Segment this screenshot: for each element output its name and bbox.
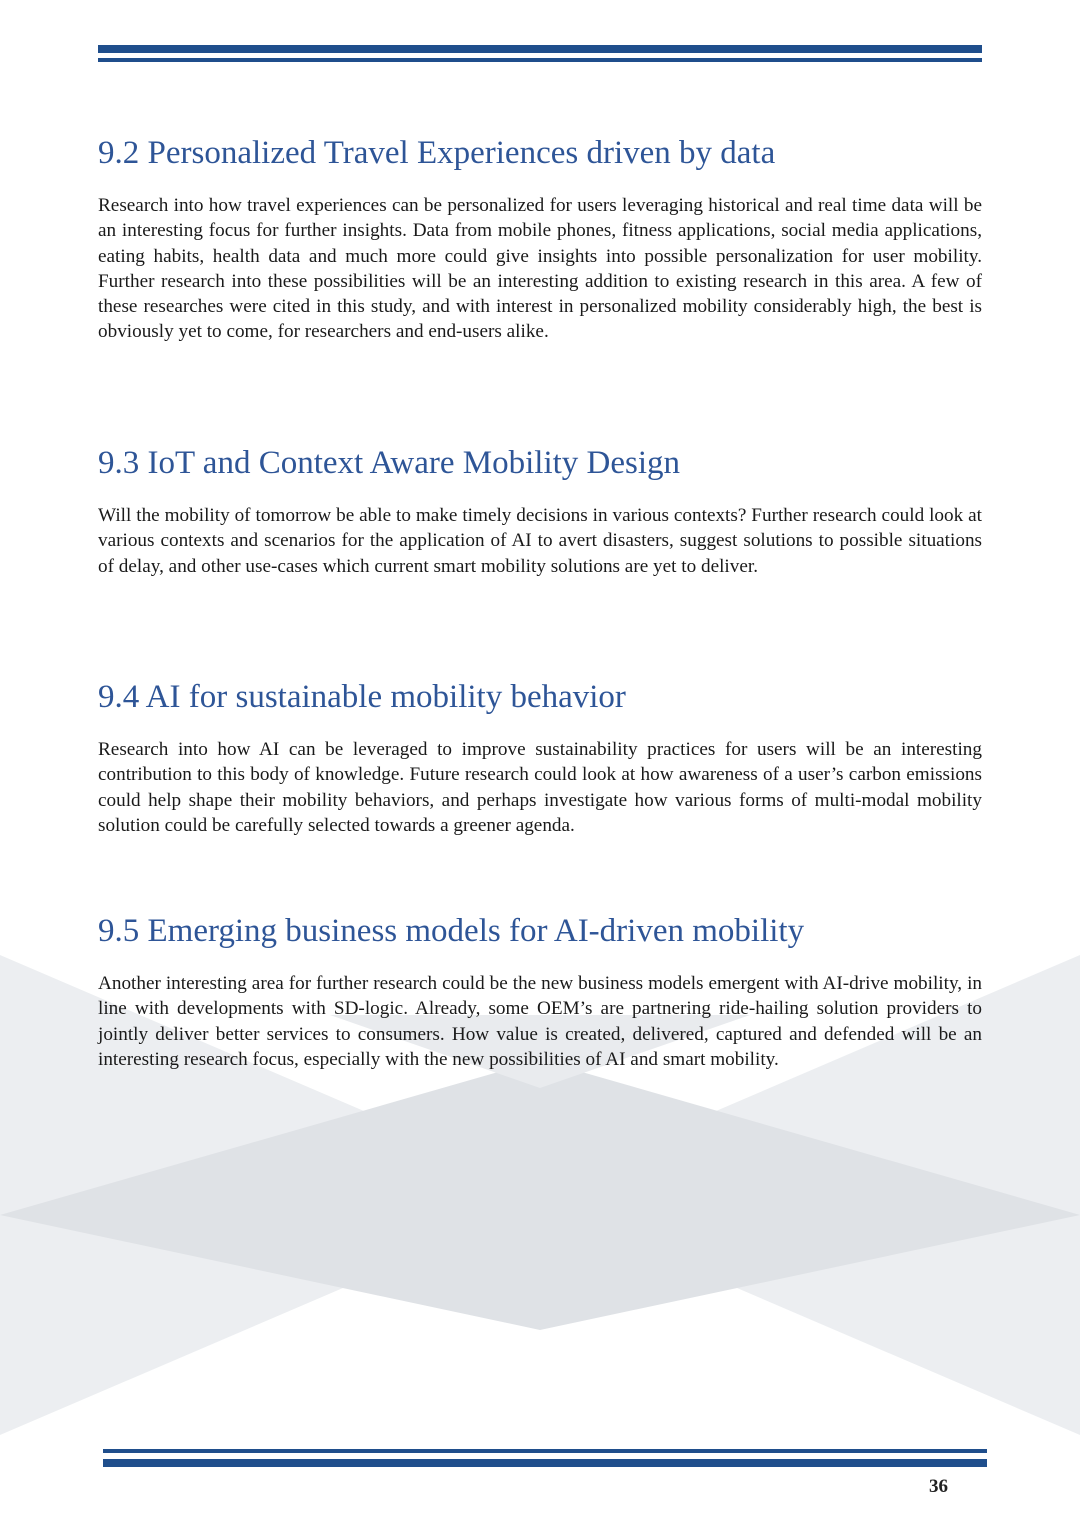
- section-9-5: [98, 911, 982, 1072]
- page-number: 36: [929, 1476, 948, 1497]
- section-9-2: [98, 133, 982, 345]
- section-9-3: [98, 443, 982, 579]
- section-heading: 9.4 AI for sustainable mobility behavior: [98, 679, 626, 715]
- header-rule-thick: [98, 45, 982, 53]
- header-rule-thin: [98, 58, 982, 62]
- section-paragraph: Will the mobility of tomorrow be able to make timely decisions in various contexts? Further research could look at various contexts and scenarios for the application of AI to avert disasters, suggest solutions to possible situations of delay, and other use-cases which current smart mobility solutions are yet to deliver.: [98, 505, 982, 577]
- section-heading: 9.5 Emerging business models for AI-driven mobility: [98, 913, 805, 949]
- section-heading: 9.3 IoT and Context Aware Mobility Design: [98, 445, 681, 481]
- section-paragraph: Research into how travel experiences can be personalized for users leveraging historical and real time data will be an interesting focus for further insights. Data from mobile phones, fitness applications, social media applications, eating habits, health data and much more could give insights into possible personalization for user mobility. Further research into these possibilities will be an interesting addition to existing research in this area. A few of these researches were cited in this study, and with interest in personalized mobility considerably high, the best is obviously yet to come, for researchers and end-users alike.: [98, 195, 982, 343]
- footer-rule-thin: [103, 1449, 987, 1453]
- section-paragraph: Research into how AI can be leveraged to improve sustainability practices for users will be an interesting contribution to this body of knowledge. Future research could look at how awareness of a user’s carbon emissions could help shape their mobility behaviors, and perhaps investigate how various forms of multi-modal mobility solution could be carefully selected towards a greener agenda.: [98, 739, 982, 836]
- section-paragraph: Another interesting area for further research could be the new business models emergent with AI-drive mobility, in line with developments with SD-logic. Already, some OEM’s are partnering ride-hailing solution providers to jointly deliver better services to consumers. How value is created, delivered, captured and defended will be an interesting research focus, especially with the new possibilities of AI and smart mobility.: [98, 973, 982, 1070]
- section-9-4: [98, 677, 982, 838]
- footer-rule-thick: [103, 1459, 987, 1467]
- section-heading: 9.2 Personalized Travel Experiences driven by data: [98, 135, 776, 171]
